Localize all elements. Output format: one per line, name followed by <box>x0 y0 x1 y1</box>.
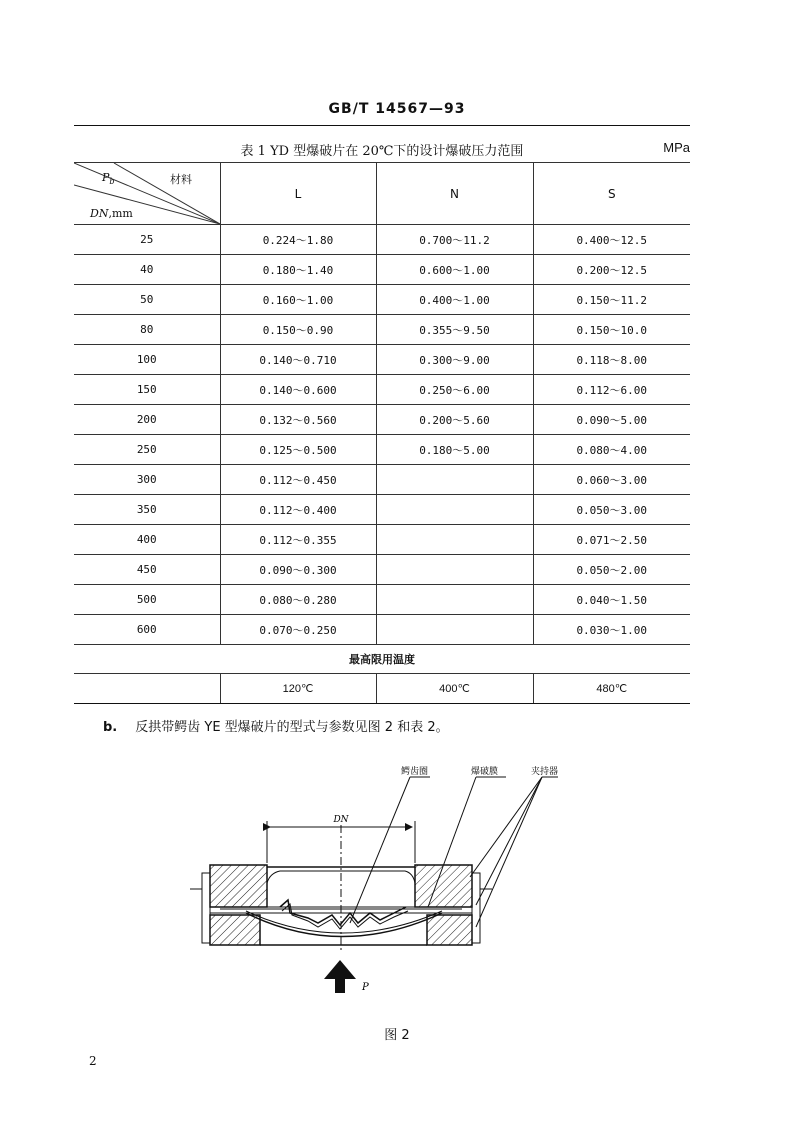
burst-pressure-table <box>74 162 690 704</box>
dn-cell: 50 <box>74 285 220 315</box>
leader-holder-1 <box>470 777 542 877</box>
dn-cell: 450 <box>74 555 220 585</box>
note-b <box>103 716 449 735</box>
material-s-cell: 0.090～5.00 <box>533 405 690 435</box>
dn-cell: 250 <box>74 435 220 465</box>
corner-pb-label: $P_b$ <box>102 171 115 187</box>
table-row <box>74 225 690 255</box>
max-temp-n-cell: 400℃ <box>376 674 533 704</box>
material-s-cell: 0.060～3.00 <box>533 465 690 495</box>
material-s-cell: 0.400～12.5 <box>533 225 690 255</box>
leader-serrated-ring <box>350 777 410 923</box>
pressure-arrow-icon <box>324 960 356 993</box>
dn-cell: 200 <box>74 405 220 435</box>
material-s-cell: 0.150～10.0 <box>533 315 690 345</box>
material-s-cell: 0.050～2.00 <box>533 555 690 585</box>
material-s-cell: 0.118～8.00 <box>533 345 690 375</box>
corner-material-label: 材料 <box>170 173 192 186</box>
material-n-cell <box>376 495 533 525</box>
max-temp-row <box>74 674 690 704</box>
table-row <box>74 255 690 285</box>
material-n-cell: 0.355～9.50 <box>376 315 533 345</box>
material-l-cell: 0.140～0.710 <box>220 345 376 375</box>
max-temp-section-row <box>74 645 690 674</box>
bolt-right <box>472 873 480 943</box>
material-n-cell: 0.600～1.00 <box>376 255 533 285</box>
holder-bottom-left <box>210 915 260 945</box>
header-rule <box>74 125 690 126</box>
dn-cell: 500 <box>74 585 220 615</box>
standard-number: GB/T 14567—93 <box>328 101 466 117</box>
figure-2-diagram <box>180 755 560 1005</box>
material-n-cell: 0.200～5.60 <box>376 405 533 435</box>
table-row <box>74 495 690 525</box>
material-n-header: N <box>376 163 533 225</box>
material-s-header: S <box>533 163 690 225</box>
dn-label: DN <box>333 815 349 825</box>
material-n-cell <box>376 465 533 495</box>
max-temp-empty-cell <box>74 674 220 704</box>
material-n-cell <box>376 555 533 585</box>
material-n-cell: 0.250～6.00 <box>376 375 533 405</box>
table-row <box>74 555 690 585</box>
table-row <box>74 435 690 465</box>
leader-holder-2 <box>476 777 542 905</box>
holder-top-left <box>210 865 267 907</box>
material-l-cell: 0.160～1.00 <box>220 285 376 315</box>
holder-top-right <box>415 865 472 907</box>
pressure-label: P <box>362 982 369 993</box>
material-s-cell: 0.030～1.00 <box>533 615 690 645</box>
max-temp-label: 最高限用温度 <box>74 645 690 674</box>
material-s-cell: 0.071～2.50 <box>533 525 690 555</box>
material-s-cell: 0.080～4.00 <box>533 435 690 465</box>
max-temp-s-cell: 480℃ <box>533 674 690 704</box>
max-temp-l-cell: 120℃ <box>220 674 376 704</box>
table-row <box>74 375 690 405</box>
dn-cell: 150 <box>74 375 220 405</box>
membrane-label: 爆破膜 <box>470 767 498 777</box>
material-s-cell: 0.050～3.00 <box>533 495 690 525</box>
note-b-label: b. <box>103 720 118 735</box>
material-s-cell: 0.150～11.2 <box>533 285 690 315</box>
holder-label: 夹持器 <box>530 767 558 777</box>
material-s-cell: 0.040～1.50 <box>533 585 690 615</box>
dn-cell: 40 <box>74 255 220 285</box>
material-n-cell: 0.300～9.00 <box>376 345 533 375</box>
material-l-cell: 0.180～1.40 <box>220 255 376 285</box>
table-row <box>74 525 690 555</box>
note-b-text: 反拱带鳄齿 YE 型爆破片的型式与参数见图 2 和表 2。 <box>135 720 449 735</box>
table-row <box>74 345 690 375</box>
table-title: 表 1 YD 型爆破片在 20℃下的设计爆破压力范围 <box>240 144 524 159</box>
figure-caption: 图 2 <box>384 1028 410 1043</box>
dn-cell: 400 <box>74 525 220 555</box>
material-l-cell: 0.140～0.600 <box>220 375 376 405</box>
material-l-cell: 0.132～0.560 <box>220 405 376 435</box>
table-row <box>74 405 690 435</box>
material-l-cell: 0.070～0.250 <box>220 615 376 645</box>
dn-cell: 600 <box>74 615 220 645</box>
holder-bottom-right <box>427 915 472 945</box>
table-unit: MPa <box>663 140 690 155</box>
table-header-row <box>74 163 690 225</box>
dn-cell: 80 <box>74 315 220 345</box>
leader-holder-3 <box>476 777 542 927</box>
material-s-cell: 0.200～12.5 <box>533 255 690 285</box>
material-l-cell: 0.125～0.500 <box>220 435 376 465</box>
table-row <box>74 285 690 315</box>
material-n-cell <box>376 525 533 555</box>
material-l-cell: 0.224～1.80 <box>220 225 376 255</box>
material-l-cell: 0.090～0.300 <box>220 555 376 585</box>
material-l-header: L <box>220 163 376 225</box>
dn-cell: 300 <box>74 465 220 495</box>
material-n-cell <box>376 615 533 645</box>
material-l-cell: 0.150～0.90 <box>220 315 376 345</box>
bolt-left <box>202 873 210 943</box>
material-l-cell: 0.112～0.355 <box>220 525 376 555</box>
table-row <box>74 585 690 615</box>
table-row <box>74 615 690 645</box>
material-l-cell: 0.112～0.450 <box>220 465 376 495</box>
material-n-cell: 0.700～11.2 <box>376 225 533 255</box>
material-n-cell: 0.180～5.00 <box>376 435 533 465</box>
material-l-cell: 0.112～0.400 <box>220 495 376 525</box>
table-caption <box>74 140 690 160</box>
material-n-cell: 0.400～1.00 <box>376 285 533 315</box>
table-row <box>74 465 690 495</box>
material-l-cell: 0.080～0.280 <box>220 585 376 615</box>
corner-dn-label: DN,mm <box>90 207 133 220</box>
material-n-cell <box>376 585 533 615</box>
dn-cell: 25 <box>74 225 220 255</box>
dn-cell: 350 <box>74 495 220 525</box>
table-row <box>74 315 690 345</box>
serrated-ring-label: 鳄齿圈 <box>400 767 428 777</box>
page-number: 2 <box>89 1054 97 1068</box>
corner-header <box>74 163 220 225</box>
dn-cell: 100 <box>74 345 220 375</box>
material-s-cell: 0.112～6.00 <box>533 375 690 405</box>
